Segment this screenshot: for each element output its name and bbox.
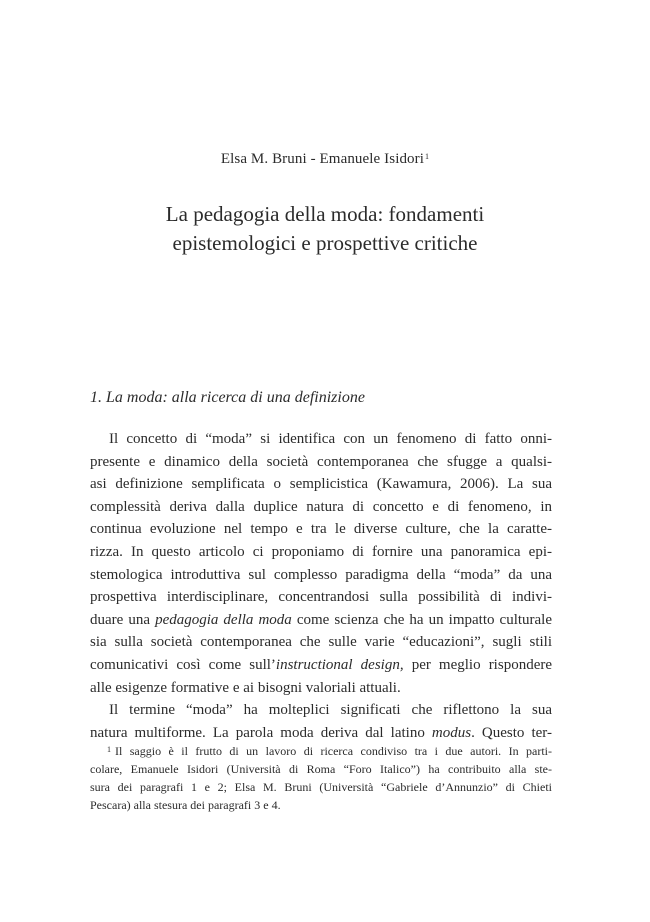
footnote-line [90,742,552,760]
paragraph-1-line: asi definizione semplificata o semplicistica (Kawamura, 2006). La sua [90,476,552,493]
section-heading: 1. La moda: alla ricerca di una definizione [90,389,365,406]
author-footnote-marker: 1 [425,152,430,161]
text-fragment: comunicativi così come sull’ [90,656,276,673]
paragraph-1-line: stemologica introduttiva sul complesso paradigma della “moda” da una [90,566,552,583]
text-fragment: . Questo ter- [471,724,552,741]
chapter-title-line-2: epistemologici e prospettive critiche [172,231,478,255]
footnote [90,742,552,814]
text-fragment: Il saggio è il frutto di un lavoro di ricerca condiviso tra i due autori. In parti- [115,744,552,758]
footnote-line: sura dei paragrafi 1 e 2; Elsa M. Bruni (Università “Gabriele d’Annunzio” di Chieti [90,780,552,794]
paragraph-1-line [90,609,552,632]
paragraph-1-line: prospettiva interdisciplinare, concentrandosi sulla possibilità di indivi- [90,589,552,606]
paragraph-1-line: continua evoluzione nel tempo e tra le diverse culture, che la caratte- [90,521,552,538]
italic-term: modus [431,724,472,741]
text-fragment: natura multiforme. La parola moda deriva dal latino [90,724,432,741]
paragraph-2-line [90,722,552,745]
chapter-title-line-1: La pedagogia della moda: fondamenti [165,202,485,226]
text-fragment: per meglio rispondere [403,656,552,673]
text-fragment: duare una [90,611,156,628]
footnote-line: colare, Emanuele Isidori (Università di Roma “Foro Italico”) ha contribuito alla ste- [90,762,552,776]
paragraph-1-line: alle esigenze formative e ai bisogni valoriali attuali. [90,679,401,696]
paragraph-1-line [90,654,552,677]
paragraph-1-line: sia sulla società contemporanea che sulle varie “educazioni”, sugli stili [90,634,552,651]
paragraph-1-line: Il concetto di “moda” si identifica con un fenomeno di fatto onni- [109,431,552,447]
paragraph-1-line: rizza. In questo articolo ci proponiamo di fornire una panoramica epi- [90,543,552,560]
italic-term: instructional design, [275,656,404,673]
footnote-line: Pescara) alla stesura dei paragrafi 3 e 4. [90,798,281,812]
author-names: Elsa M. Bruni - Emanuele Isidori [220,151,425,167]
paragraph-1-line: presente e dinamico della società contemporanea che sfugge a qualsi- [90,453,552,470]
footnote-marker: 1 [107,745,111,754]
chapter-title [0,200,650,258]
text-fragment: come scienza che ha un impatto culturale [291,611,553,628]
paragraph-2-line: Il termine “moda” ha molteplici significati che riflettono la sua [109,702,552,719]
italic-term: pedagogia della moda [155,611,292,628]
body-text [90,428,552,744]
paragraph-1-line: complessità deriva dalla duplice natura di concetto e di fenomeno, in [90,498,552,515]
authors-line [0,151,650,168]
